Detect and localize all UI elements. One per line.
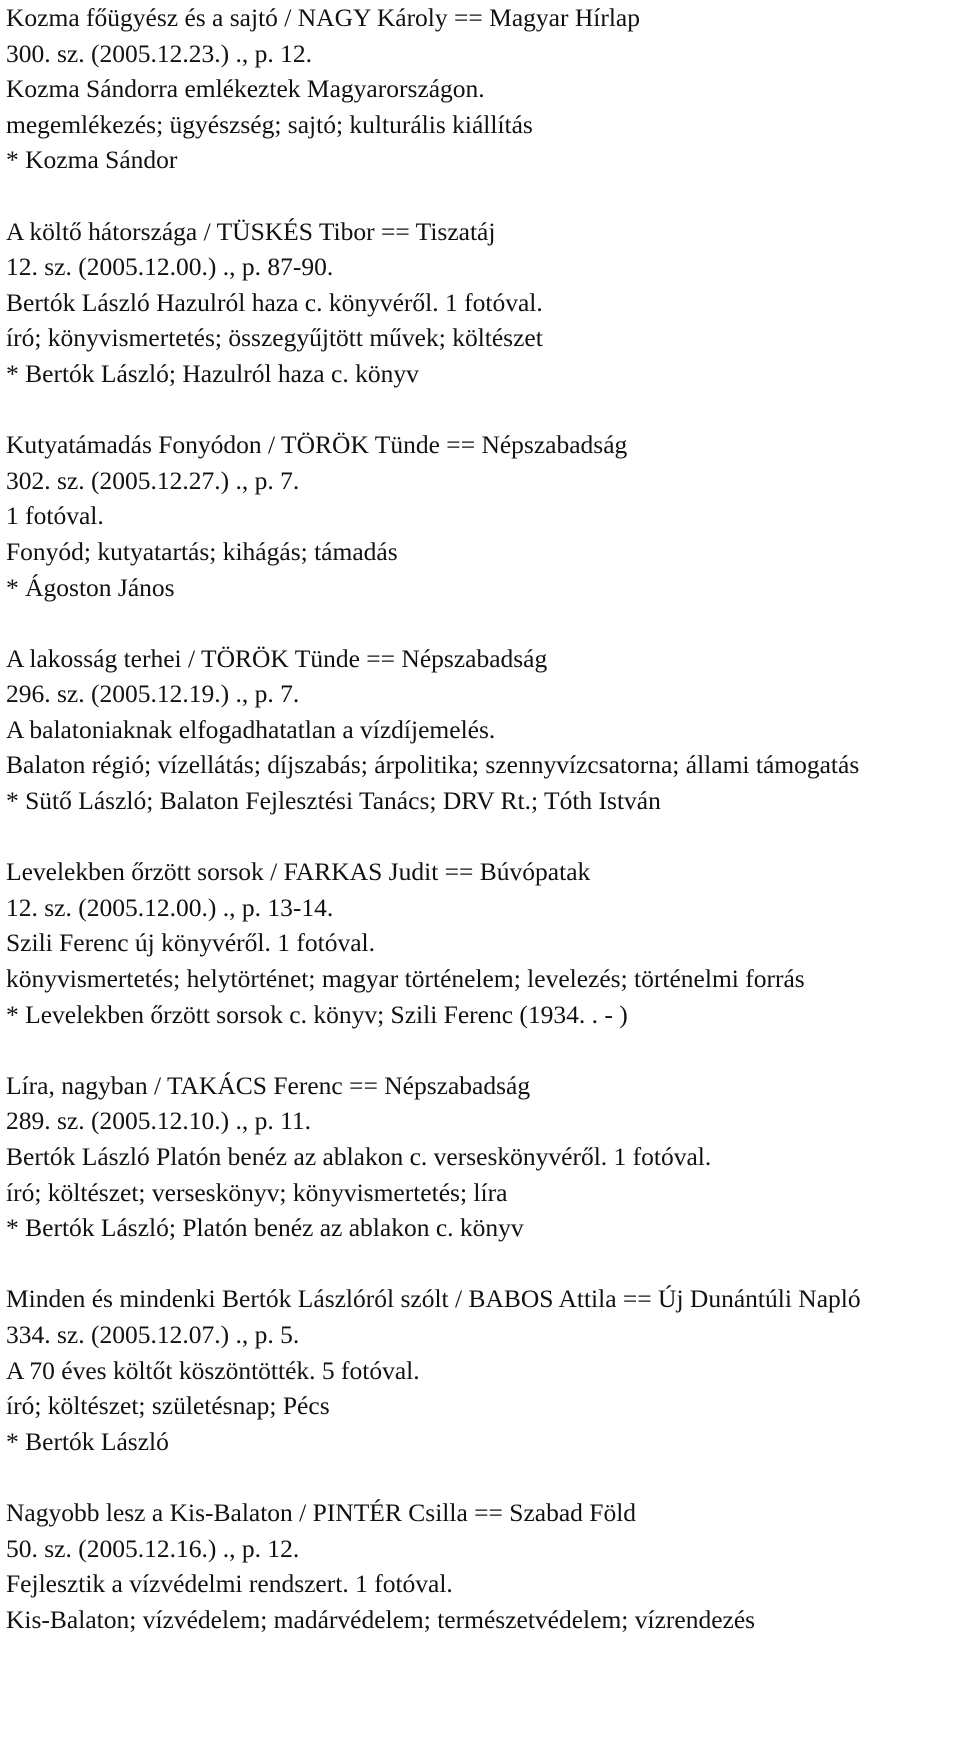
entry-subjects: * Bertók László; Platón benéz az ablakon c. könyv (6, 1213, 524, 1243)
entry-keywords: író; költészet; születésnap; Pécs (6, 1391, 330, 1421)
bibliography-entry (6, 1495, 956, 1637)
entry-summary: Szili Ferenc új könyvéről. 1 fotóval. (6, 928, 375, 958)
entry-issue: 12. sz. (2005.12.00.) ., p. 87-90. (6, 252, 334, 282)
entry-summary: A balatoniaknak elfogadhatatlan a vízdíjemelés. (6, 714, 496, 744)
entry-issue: 50. sz. (2005.12.16.) ., p. 12. (6, 1533, 300, 1563)
entry-summary: Bertók László Platón benéz az ablakon c. verseskönyvéről. 1 fotóval. (6, 1142, 712, 1171)
entry-keywords: író; könyvismertetés; összegyűjtött művek; költészet (6, 323, 543, 353)
entry-title: Minden és mindenki Bertók Lászlóról szólt / BABOS Attila == Új Dunántúli Napló (6, 1284, 861, 1314)
entry-title: Kutyatámadás Fonyódon / TÖRÖK Tünde == Népszabadság (6, 430, 628, 460)
entry-subjects: * Levelekben őrzött sorsok c. könyv; Szili Ferenc (1934. . - ) (6, 999, 628, 1029)
bibliography-entry (6, 854, 956, 1032)
entry-keywords: könyvismertetés; helytörténet; magyar történelem; levelezés; történelmi forrás (6, 964, 805, 994)
bibliography-entry (6, 1281, 956, 1459)
entry-issue: 300. sz. (2005.12.23.) ., p. 12. (6, 38, 312, 68)
entry-title: Líra, nagyban / TAKÁCS Ferenc == Népszabadság (6, 1070, 531, 1100)
entry-title: A lakosság terhei / TÖRÖK Tünde == Népszabadság (6, 643, 548, 673)
entry-summary: Kozma Sándorra emlékeztek Magyarországon. (6, 74, 485, 104)
entry-subjects: * Kozma Sándor (6, 145, 178, 175)
entry-issue: 12. sz. (2005.12.00.) ., p. 13-14. (6, 892, 334, 922)
entry-summary: 1 fotóval. (6, 501, 104, 531)
entry-keywords: Balaton régió; vízellátás; díjszabás; árpolitika; szennyvízcsatorna; állami támogatás (6, 750, 860, 780)
entry-title: A költő hátországa / TÜSKÉS Tibor == Tiszatáj (6, 216, 496, 246)
entry-subjects: * Bertók László (6, 1426, 169, 1456)
entry-subjects: * Bertók László; Hazulról haza c. könyv (6, 358, 419, 388)
bibliography-entry (6, 641, 956, 819)
entry-keywords: Kis-Balaton; vízvédelem; madárvédelem; természetvédelem; vízrendezés (6, 1604, 756, 1634)
entry-title: Nagyobb lesz a Kis-Balaton / PINTÉR Csilla == Szabad Föld (6, 1497, 637, 1527)
entry-keywords: író; költészet; verseskönyv; könyvismertetés; líra (6, 1177, 508, 1207)
entry-title: Kozma főügyész és a sajtó / NAGY Károly == Magyar Hírlap (6, 3, 640, 32)
entry-title: Levelekben őrzött sorsok / FARKAS Judit == Búvópatak (6, 857, 591, 887)
entry-issue: 296. sz. (2005.12.19.) ., p. 7. (6, 679, 300, 709)
bibliography-entry (6, 0, 956, 178)
entry-issue: 302. sz. (2005.12.27.) ., p. 7. (6, 465, 300, 495)
entry-summary: A 70 éves költőt köszöntötték. 5 fotóval. (6, 1355, 420, 1385)
bibliography-entry (6, 214, 956, 392)
entry-keywords: Fonyód; kutyatartás; kihágás; támadás (6, 536, 398, 566)
entry-summary: Bertók László Hazulról haza c. könyvéről. 1 fotóval. (6, 287, 543, 317)
entry-keywords: megemlékezés; ügyészség; sajtó; kulturális kiállítás (6, 109, 533, 139)
bibliography-entry (6, 427, 956, 605)
entry-issue: 289. sz. (2005.12.10.) ., p. 11. (6, 1106, 312, 1136)
bibliography-list (6, 0, 956, 1673)
entry-summary: Fejlesztik a vízvédelmi rendszert. 1 fotóval. (6, 1569, 453, 1599)
entry-issue: 334. sz. (2005.12.07.) ., p. 5. (6, 1319, 300, 1349)
bibliography-entry (6, 1068, 956, 1246)
entry-subjects: * Sütő László; Balaton Fejlesztési Tanács; DRV Rt.; Tóth István (6, 786, 661, 816)
entry-subjects: * Ágoston János (6, 572, 175, 602)
